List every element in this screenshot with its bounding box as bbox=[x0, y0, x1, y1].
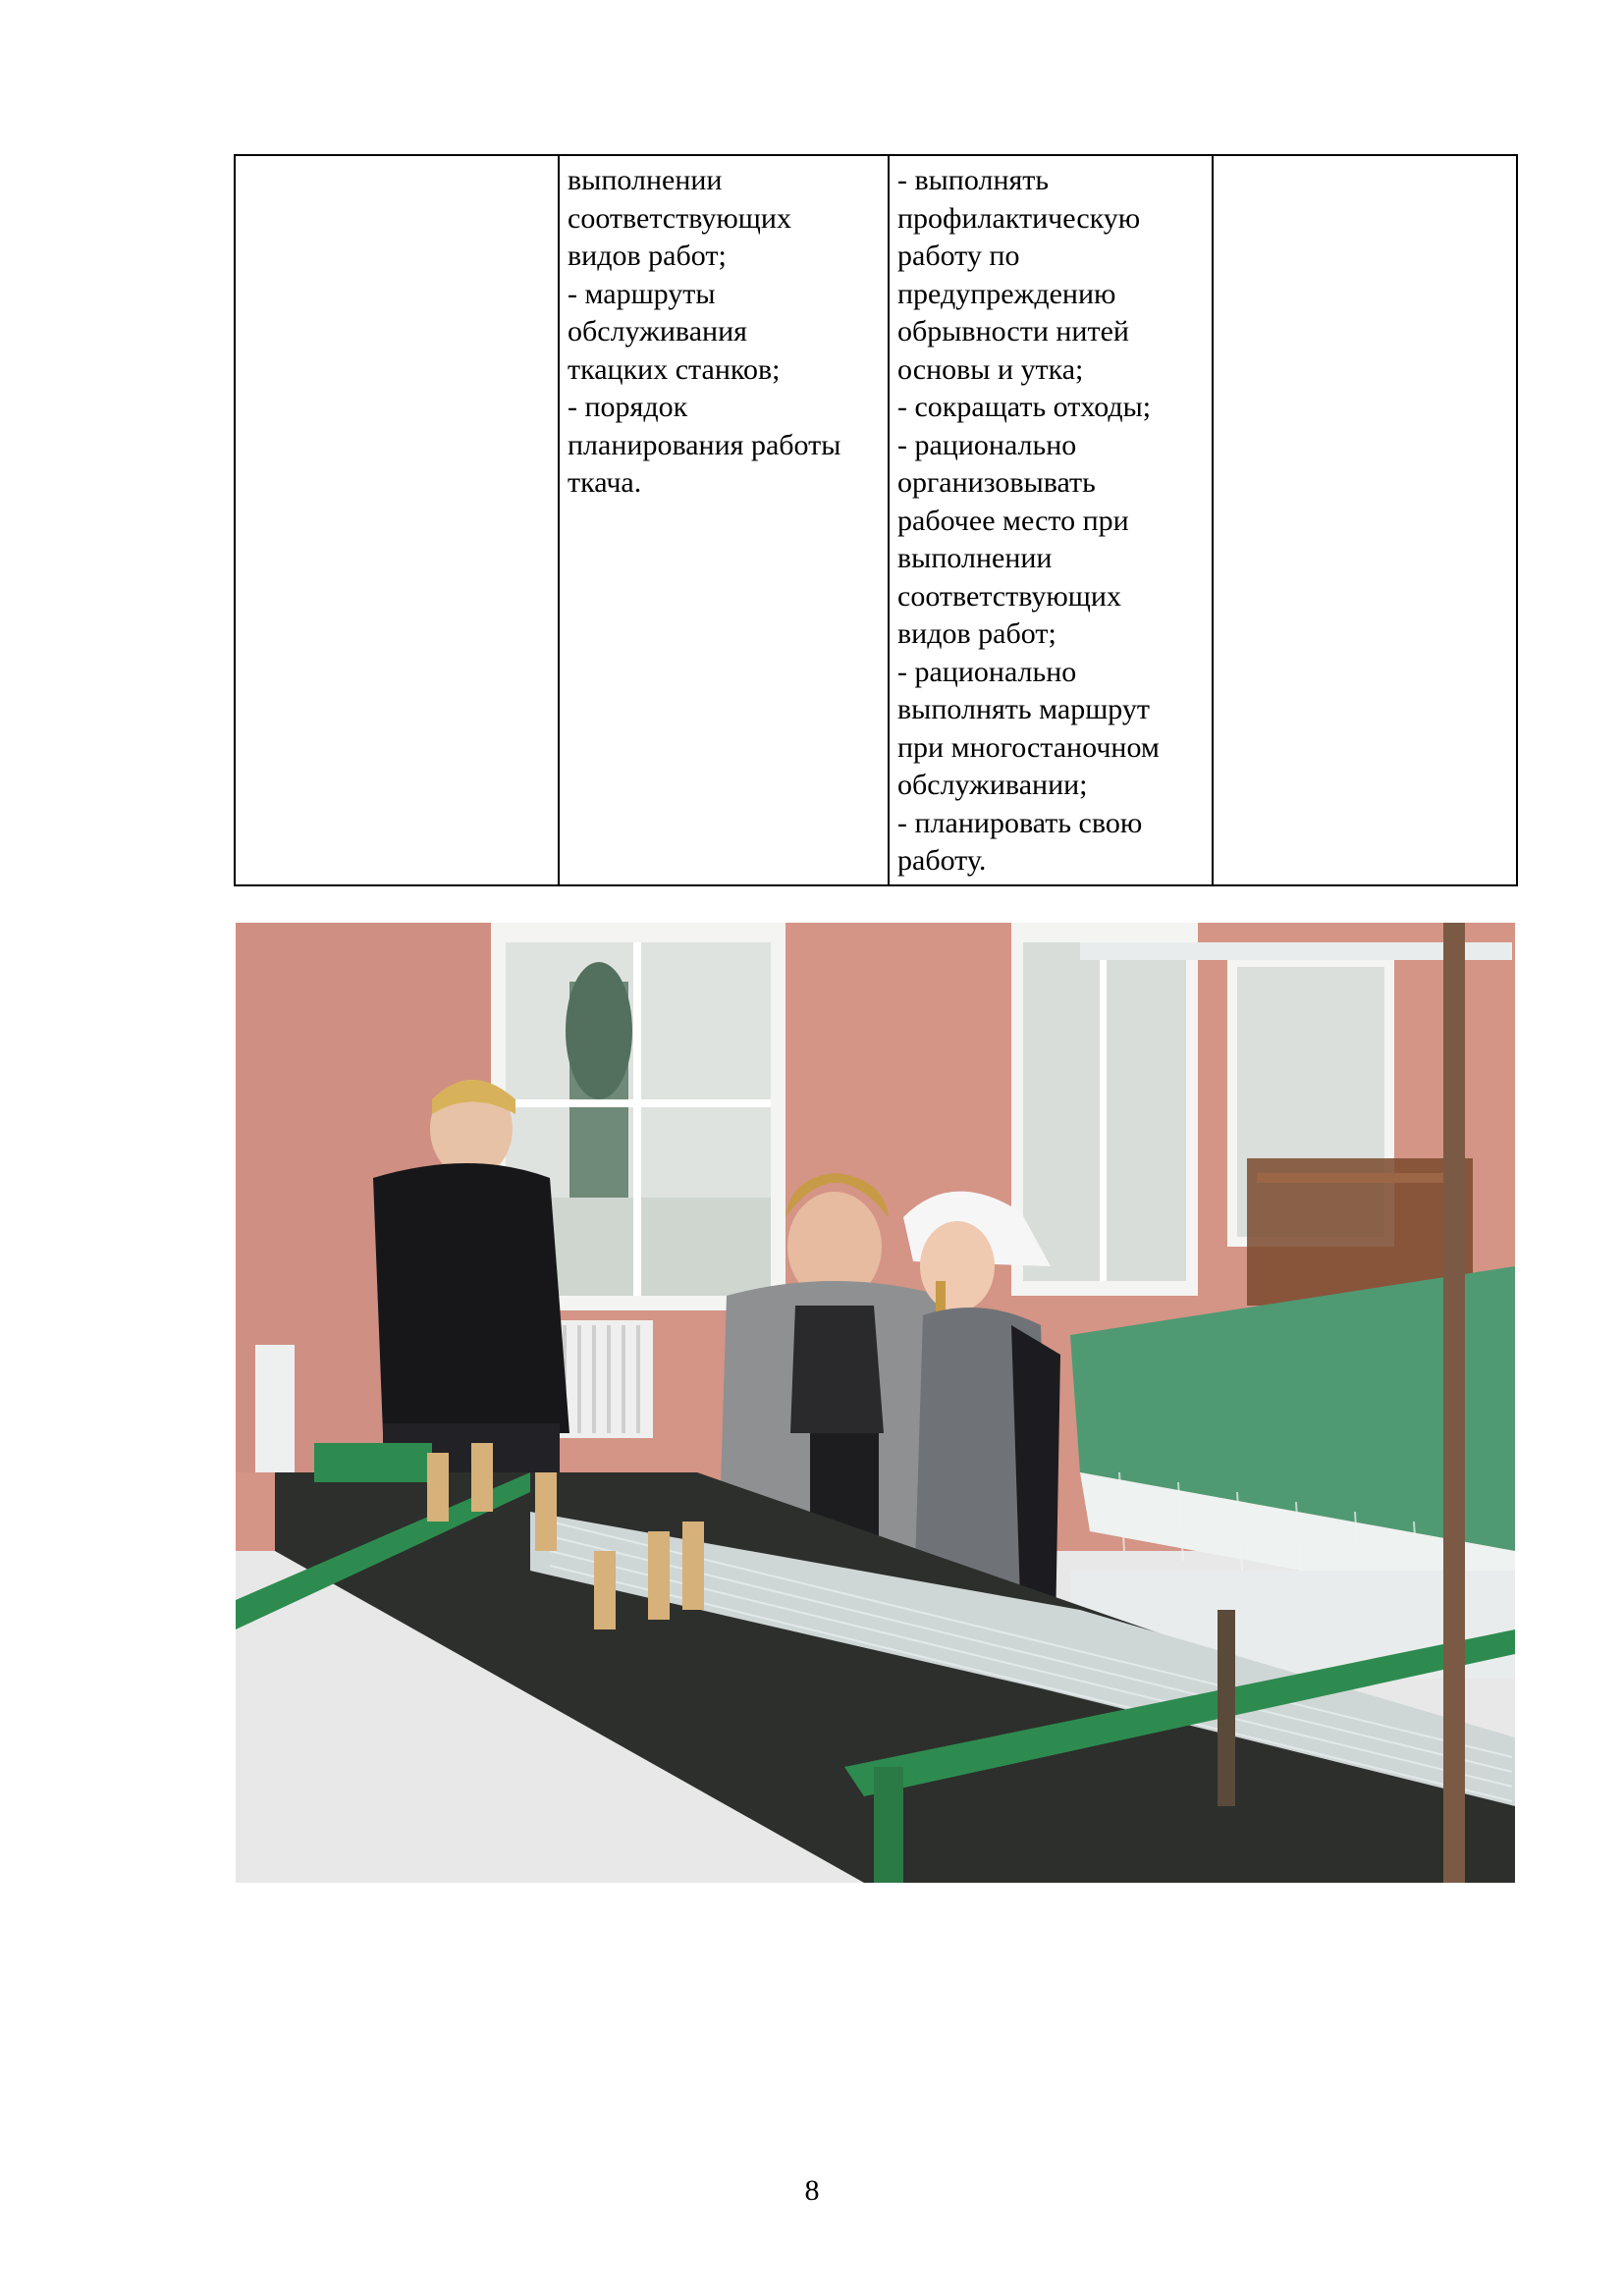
photo-illustration bbox=[236, 923, 1515, 1883]
cell-text-line: профилактическую bbox=[897, 201, 1141, 235]
cell-text-line: видов работ; bbox=[568, 240, 727, 272]
weaving-workshop-photo bbox=[236, 923, 1515, 1883]
cell-text-line: обслуживания bbox=[568, 315, 747, 347]
cell-text-line: - рационально bbox=[897, 428, 1077, 461]
table-body bbox=[235, 155, 1517, 885]
page-number: 8 bbox=[804, 2174, 820, 2207]
cell-text-line: ткача. bbox=[568, 466, 642, 499]
cell-text-line: работу по bbox=[897, 240, 1020, 272]
cell-text-line: выполнении bbox=[897, 542, 1053, 574]
cell-text-line: выполнять маршрут bbox=[897, 693, 1151, 725]
competency-table bbox=[234, 154, 1518, 886]
table-cell-1 bbox=[235, 155, 559, 885]
cell-text-line: соответствующих bbox=[568, 201, 791, 235]
cell-text-line: - маршруты bbox=[568, 277, 716, 310]
cell-text-line: предупреждению bbox=[897, 277, 1116, 310]
cell-text-line: при многостаночном bbox=[897, 730, 1160, 764]
cell-text-line: работу. bbox=[897, 844, 987, 877]
table-cell-2 bbox=[559, 155, 889, 885]
cell-text-line: - порядок bbox=[568, 391, 688, 423]
cell-text-line: соответствующих bbox=[897, 579, 1121, 613]
cell-text-line: планирования работы bbox=[568, 428, 841, 461]
cell-text-line: видов работ; bbox=[897, 617, 1056, 650]
cell-text-line: ткацких станков; bbox=[568, 352, 781, 386]
cell-text-line: рабочее место при bbox=[897, 504, 1129, 537]
cell-text-line: обслуживании; bbox=[897, 769, 1088, 801]
cell-text-line: - выполнять bbox=[897, 164, 1050, 196]
cell-text-line: основы и утка; bbox=[897, 352, 1084, 386]
cell-text-line: - сокращать отходы; bbox=[897, 391, 1152, 423]
cell-text-line: - планировать свою bbox=[897, 806, 1143, 839]
table-row bbox=[235, 155, 1517, 885]
cell-text-line: обрывности нитей bbox=[897, 315, 1129, 347]
cell-text-line: выполнении bbox=[568, 164, 723, 196]
cell-text-line: организовывать bbox=[897, 466, 1096, 499]
table-cell-3 bbox=[889, 155, 1213, 885]
table-cell-4 bbox=[1213, 155, 1517, 885]
cell-text-line: - рационально bbox=[897, 655, 1077, 688]
